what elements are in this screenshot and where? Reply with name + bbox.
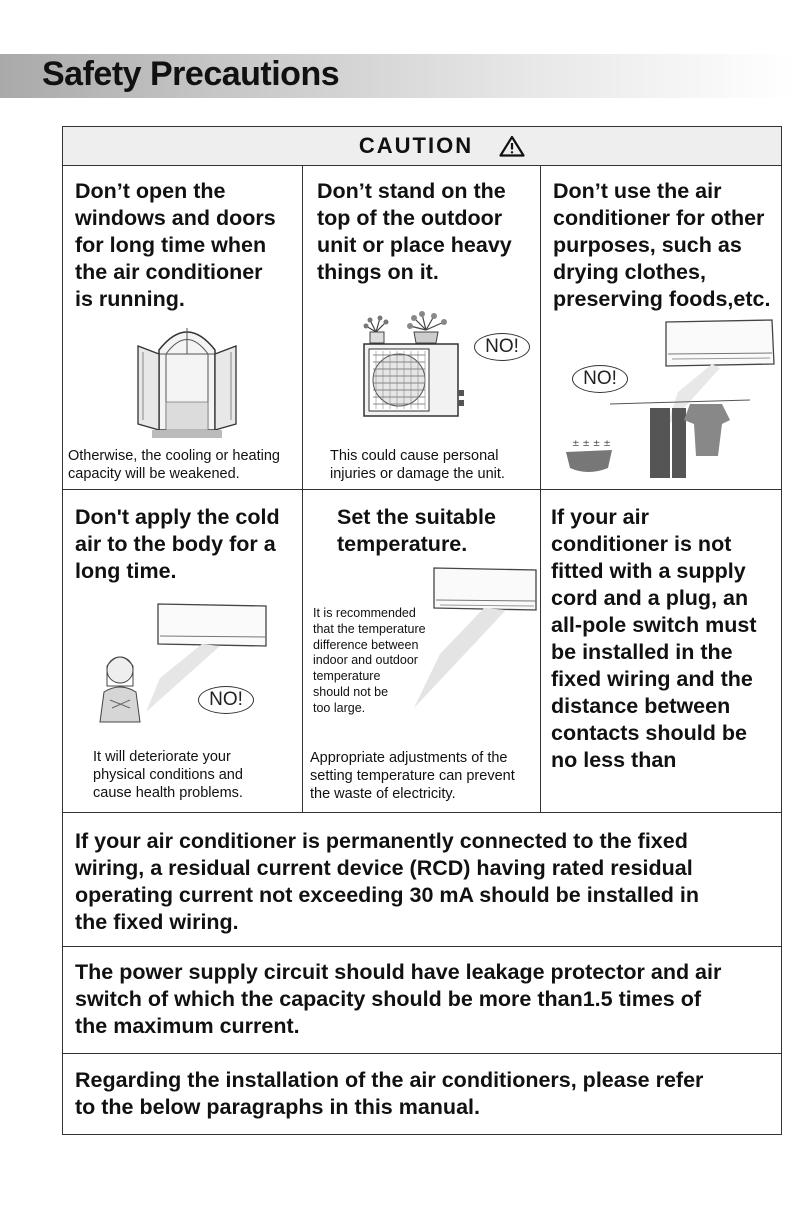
outdoor-unit-illustration [360,310,470,420]
cell-title-outdoor-unit: Don’t stand on the top of the outdoor unit or place heavy things on it. [317,179,512,284]
leakage-protector-requirement: The power supply circuit should have leakage protector and air switch of which the capacity should be more than1.5 times of the maximum current. [75,960,722,1038]
column-divider [302,166,303,812]
rcd-requirement: If your air conditioner is permanently connected to the fixed wiring, a residual current device (RCD) having rated residual operating current not exceeding 30 mA should be installed in the fixed wiring. [75,829,700,934]
cell-title-cold-air: Don't apply the cold air to the body for a long time. [75,505,280,583]
cell-note-cold-air: It will deteriorate your physical conditions and cause health problems. [93,749,243,801]
caution-bar [62,126,782,166]
open-window-illustration [134,320,240,440]
page-title: Safety Precautions [42,55,340,93]
row-divider [62,489,782,490]
cell-title-temperature: Set the suitable temperature. [337,505,496,556]
cell-note-windows: Otherwise, the cooling or heating capacity will be weakened. [68,448,280,482]
caution-label: CAUTION [358,133,474,158]
drying-clothes-illustration [560,316,780,482]
no-badge: NO! [572,365,628,393]
installation-reference: Regarding the installation of the air conditioners, please refer to the below paragraphs in this manual. [75,1068,704,1119]
row-divider [62,1053,782,1054]
cell-note-temperature: Appropriate adjustments of the setting temperature can prevent the waste of electricity. [310,750,515,802]
cell-note-outdoor-unit: This could cause personal injuries or damage the unit. [330,448,505,482]
cell-title-other-purposes: Don’t use the air conditioner for other purposes, such as drying clothes, preserving foods,etc. [553,179,771,311]
column-divider [540,166,541,812]
no-badge: NO! [474,333,530,361]
row-divider [62,946,782,947]
cell-title-windows: Don’t open the windows and doors for long time when the air conditioner is running. [75,179,276,311]
row-divider [62,812,782,813]
svg-text:± ± ± ±: ± ± ± ± [572,439,611,449]
cell-title-all-pole-switch: If your air conditioner is not fitted with a supply cord and a plug, an all-pole switch must be installed in the fixed wiring and the distance between contacts should be no less than [551,505,757,772]
warning-triangle-icon [499,135,525,157]
no-badge: NO! [198,686,254,714]
temperature-recommendation: It is recommended that the temperature difference between indoor and outdoor temperature should not be too large. [313,606,426,715]
